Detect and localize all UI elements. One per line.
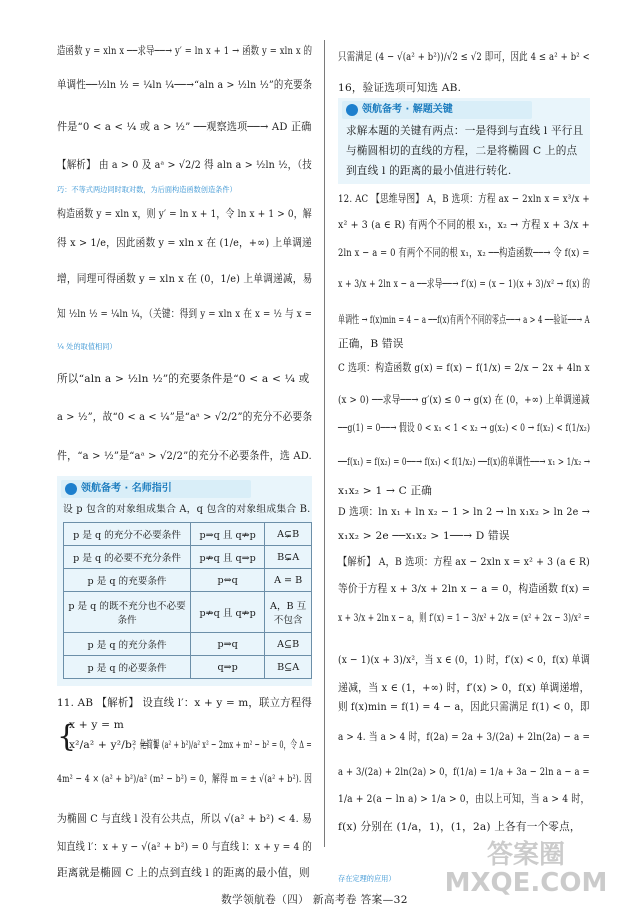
key-line: 与椭圆相切的直线的方程，二是将椭圆 C 上的点 <box>346 145 578 157</box>
text-line: ，化简得 (a² + b²)/a² x² − 2mx + m² − b² = 0，令 Δ = <box>133 739 312 751</box>
table-cell: p 是 q 的充分不必要条件 <box>64 523 191 546</box>
text-line: 构造函数 y = xln x，则 y′ = ln x + 1，令 ln x + 1 > 0，解 <box>57 208 312 220</box>
text-line: 16，验证选项可知选 AB. <box>338 82 462 94</box>
box-intro: 设 p 包含的对象组成集合 A，q 包含的对象组成集合 B. <box>63 504 311 515</box>
question-11-head: 11. AB 【解析】 设直线 l′：x + y = m，联立方程得 <box>57 697 312 709</box>
table-cell: B⊊A <box>265 546 312 569</box>
table-cell: A⊆B <box>265 633 312 656</box>
text-line: 得 x > 1/e，因此函数 y = xln x 在 (1/e，+∞) 上单调递 <box>57 237 312 249</box>
key-line: 到直线 l 的距离的最小值进行转化. <box>346 165 512 177</box>
text-line: 知直线 l′：x + y − √(a² + b²) = 0 与直线 l：x + y = 4 的 <box>57 841 312 853</box>
text-line: 正确，B 错误 <box>338 338 404 350</box>
table-cell: p⇔q <box>191 569 265 592</box>
text-line: a > ½”，故“0 < a < ¼”是“aᵃ > √2/2”的充分不必要条 <box>57 411 313 423</box>
left-column <box>57 0 313 879</box>
table-cell: A = B <box>265 569 312 592</box>
text-line: x + 3/x + 2ln x − a ──求导──→ f′(x) = (x − 1)(x + 3)/x² → f(x) 的 <box>338 278 591 290</box>
text-line: 件，“a > ½”是“aᵃ > √2/2”的充分不必要条件，选 AD. <box>57 450 312 462</box>
table-cell: p⇒q <box>191 633 265 656</box>
text-line: 所以“aln a > ½ln ½”的充要条件是“0 < a < ¼ 或 <box>57 373 310 385</box>
table-cell: p⇏q 且 q⇏p <box>191 592 265 633</box>
text-line: (x − 1)(x + 3)/x²，当 x ∈ (0，1) 时，f′(x) < 0，f(x) 单调 <box>338 654 590 666</box>
text-line: 递减，当 x ∈ (1，+∞) 时，f′(x) > 0，f(x) 单调递增， <box>338 682 590 694</box>
banner-title: 领航备考 · 名师指引 <box>81 483 172 494</box>
text-line: ──f(x₁) = f(x₂) = 0──→ f(x₁) < f(1/x₂) ──f(x)的单调性──→ x₁ > 1/x₂ → <box>338 456 591 468</box>
table-row <box>64 569 312 592</box>
text-line: 12. AC 【思维导图】 A，B 选项：方程 ax − 2xln x = x³/x + <box>338 193 590 205</box>
banner-title: 领航备考 · 解题关键 <box>362 104 453 115</box>
bulb-icon <box>65 483 77 495</box>
key-point-banner <box>342 101 532 119</box>
table-cell: A，B 互不包含 <box>265 592 312 633</box>
text-line: x₁x₂ > 2e ──x₁x₂ > 1──→ D 错误 <box>338 530 510 542</box>
system-eq-2: x²/a² + y²/b² = 1 <box>69 739 160 751</box>
text-line: 增，同理可得函数 y = xln x 在 (0，1/e) 上单调递减，易 <box>57 273 313 285</box>
text-line: 单调性 → f(x)min = 4 − a ──f(x)有两个不同的零点──→ a > 4 ──验证──→ A <box>338 314 590 326</box>
text-line: a > 4. 当 a > 4 时，f(2a) = 2a + 3/(2a) + 2ln(2a) − a = <box>338 731 591 743</box>
text-line: (x > 0) ──求导──→ g′(x) ≤ 0 → g(x) 在 (0，+∞) 上单调递减 <box>338 394 590 406</box>
page-footer: 数学领航卷（四） 新高考卷 答案—32 <box>221 894 408 906</box>
text-line: x² + 3 (a ∈ R) 有两个不同的根 x₁，x₂ → 方程 x + 3/x + <box>338 219 590 231</box>
table-cell: A⊊B <box>265 523 312 546</box>
text-line: 2ln x − a = 0 有两个不同的根 x₁，x₂ ──构造函数──→ 令 f(x) = <box>338 247 590 259</box>
text-line: 等价于方程 x + 3/x + 2ln x − a = 0，构造函数 f(x) = <box>338 583 591 595</box>
condition-table <box>63 522 312 679</box>
hint-line: 存在定理的应用） <box>338 874 396 883</box>
text-line: 【解析】 A，B 选项：方程 ax − 2xln x = x² + 3 (a ∈ R) <box>338 556 590 568</box>
column-divider <box>324 40 325 847</box>
text-line: 4m² − 4 × (a² + b²)/a² (m² − b²) = 0，解得 m = ± √(a² + b²). 因 <box>57 773 313 785</box>
text-line: 件是“0 < a < ¼ 或 a > ½” ──观察选项──→ AD 正确 <box>57 121 312 133</box>
text-line: x₁x₂ > 1 → C 正确 <box>338 485 433 497</box>
text-line: 只需满足 (4 − √(a² + b²))/√2 ≤ √2 即可，因此 4 ≤ a² + b² < <box>338 51 590 63</box>
bulb-icon <box>346 104 358 116</box>
text-line: 1/a + 2(a − ln a) > 1/a > 0，由以上可知，当 a > 4 时， <box>338 793 590 805</box>
text-line: C 选项：构造函数 g(x) = f(x) − f(1/x) = 2/x − 2x + 4ln x <box>338 362 590 374</box>
hint-line: 巧：不等式两边同时取对数，为后面构造函数创造条件） <box>57 185 237 194</box>
hint-line: ¼ 处的取值相同） <box>57 342 117 351</box>
text-line: 距离就是椭圆 C 上的点到直线 l 的距离的最小值，则 <box>57 867 310 879</box>
table-row <box>64 546 312 569</box>
text-line: x + 3/x + 2ln x − a，则 f′(x) = 1 − 3/x² + 2/x = (x² + 2x − 3)/x² = <box>338 612 590 624</box>
system-brace: { <box>57 719 77 754</box>
table-cell: p⇒q 且 q⇏p <box>191 523 265 546</box>
table-cell: p 是 q 的必要不充分条件 <box>64 546 191 569</box>
table-cell: p 是 q 的充要条件 <box>64 569 191 592</box>
teacher-guide-banner <box>61 480 251 498</box>
table-cell: p 是 q 的必要条件 <box>64 656 191 679</box>
table-row <box>64 523 312 546</box>
table-cell: p⇏q 且 q⇒p <box>191 546 265 569</box>
table-cell: q⇒p <box>191 656 265 679</box>
text-line: 【解析】 由 a > 0 及 aᵃ > √2/2 得 aln a > ½ln ½，（技 <box>57 159 312 171</box>
table-cell: B⊆A <box>265 656 312 679</box>
text-line: 知 ½ln ½ = ¼ln ¼，（关键：得到 y = xln x 在 x = ½ 与 x = <box>57 308 313 320</box>
table-cell: p 是 q 的既不充分也不必要条件 <box>64 592 191 633</box>
table-row <box>64 592 312 633</box>
text-line: D 选项：ln x₁ + ln x₂ − 1 > ln 2 → ln x₁x₂ > ln 2e → <box>338 506 590 518</box>
text-line: 则 f(x)min = f(1) = 4 − a，因此只需满足 f(1) < 0，即 <box>338 701 590 713</box>
key-line: 求解本题的关键有两点：一是得到与直线 l 平行且 <box>346 125 584 137</box>
watermark-logo: 答案圈 MXQE.COM <box>444 840 608 898</box>
text-line: 造函数 y = xln x ──求导──→ y′ = ln x + 1 → 函数 y = xln x 的 <box>57 45 313 57</box>
table-row <box>64 656 312 679</box>
table-row <box>64 633 312 656</box>
system-eq-1: x + y = m <box>69 719 125 731</box>
text-line: ──g(1) = 0──→ 假设 0 < x₁ < 1 < x₂ → g(x₂) < 0 → f(x₂) < f(1/x₂) <box>338 422 591 434</box>
text-line: a + 3/(2a) + 2ln(2a) > 0，f(1/a) = 1/a + 3a − 2ln a − a = <box>338 766 590 778</box>
text-line: f(x) 分别在 (1/a，1)，(1，2a) 上各有一个零点， <box>338 821 581 833</box>
text-line: 单调性──½ln ½ = ¼ln ¼──→“aln a > ½ln ½”的充要条 <box>57 79 313 91</box>
text-line: 为椭圆 C 与直线 l 没有公共点，所以 √(a² + b²) < 4. 易 <box>57 813 313 825</box>
table-cell: p 是 q 的充分条件 <box>64 633 191 656</box>
